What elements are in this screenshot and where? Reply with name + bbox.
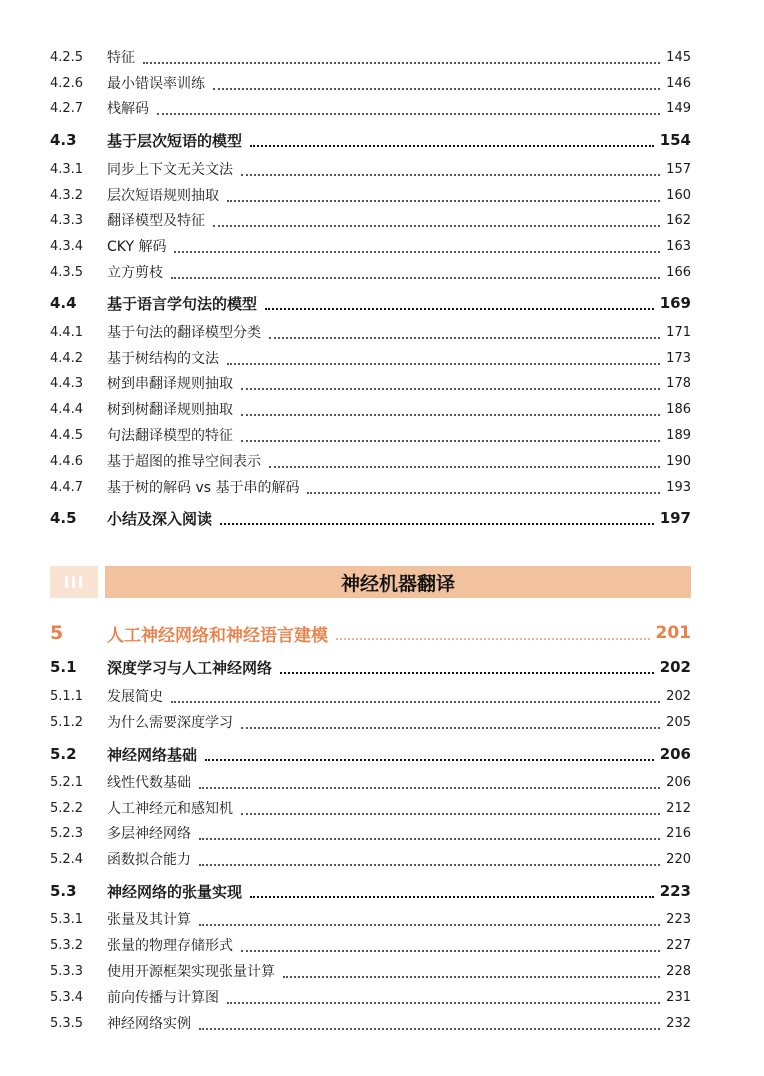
dot-leader <box>269 465 660 468</box>
toc-entry-page[interactable]: 206 <box>666 774 691 790</box>
dot-leader <box>241 949 660 952</box>
dot-leader <box>199 837 660 840</box>
toc-entry-number: 4.4.5 <box>50 427 84 443</box>
toc-entry-number: 5.3.5 <box>50 1015 84 1031</box>
dot-leader <box>241 439 660 442</box>
dot-leader <box>265 307 654 310</box>
dot-leader <box>241 387 660 390</box>
toc-entry-page[interactable]: 160 <box>666 187 691 203</box>
toc-entry-title[interactable]: 栈解码 <box>107 101 149 117</box>
toc-entry-title[interactable]: 基于层次短语的模型 <box>107 131 243 150</box>
toc-entry-page[interactable]: 228 <box>666 963 691 979</box>
toc-entry[interactable] <box>50 398 691 420</box>
toc-entry-title[interactable]: 句法翻译模型的特征 <box>107 428 233 444</box>
toc-entry-page[interactable]: 190 <box>666 453 691 469</box>
toc-entry-page[interactable]: 166 <box>666 264 691 280</box>
toc-entry-page[interactable]: 186 <box>666 401 691 417</box>
toc-entry[interactable] <box>50 822 691 844</box>
toc-entry-page[interactable]: 157 <box>666 161 691 177</box>
dot-leader <box>336 637 650 640</box>
toc-entry-title[interactable]: 同步上下文无关文法 <box>107 162 233 178</box>
toc-entry[interactable] <box>50 507 691 529</box>
toc-entry-title[interactable]: 张量的物理存储形式 <box>107 938 233 954</box>
toc-entry-title[interactable]: 树到树翻译规则抽取 <box>107 402 233 418</box>
toc-entry[interactable] <box>50 209 691 231</box>
dot-leader <box>213 224 660 227</box>
dot-leader <box>241 173 660 176</box>
part-number-badge: III <box>50 566 98 598</box>
toc-entry-title[interactable]: 神经网络实例 <box>107 1016 191 1032</box>
toc-entry-number: 4.4.1 <box>50 324 84 340</box>
toc-entry[interactable] <box>50 960 691 982</box>
toc-entry-page[interactable]: 173 <box>666 350 691 366</box>
dot-leader <box>171 276 660 279</box>
dot-leader <box>199 923 660 926</box>
toc-entry[interactable] <box>50 261 691 283</box>
toc-entry-page[interactable]: 145 <box>666 49 691 65</box>
toc-entry-number: 5.3 <box>50 882 77 900</box>
toc-entry-title[interactable]: 基于语言学句法的模型 <box>107 294 258 313</box>
toc-entry-title[interactable]: 基于树结构的文法 <box>107 351 219 367</box>
toc-entry[interactable] <box>50 97 691 119</box>
toc-entry-title[interactable]: 基于超图的推导空间表示 <box>107 454 261 470</box>
toc-entry[interactable] <box>50 129 691 151</box>
toc-entry-title[interactable]: 神经网络的张量实现 <box>107 882 243 901</box>
toc-entry[interactable] <box>50 656 691 678</box>
toc-entry[interactable] <box>50 235 691 257</box>
toc-entry-number: 5.2.1 <box>50 774 84 790</box>
toc-entry-number: 5.2.2 <box>50 800 84 816</box>
toc-entry[interactable] <box>50 46 691 68</box>
toc-entry-number: 4.3.4 <box>50 238 84 254</box>
toc-entry-page[interactable]: 202 <box>659 658 691 676</box>
dot-leader <box>205 758 654 761</box>
toc-entry-title[interactable]: 神经网络基础 <box>107 745 198 764</box>
toc-entry-page[interactable]: 205 <box>666 714 691 730</box>
toc-entry-number: 4.4.2 <box>50 350 84 366</box>
toc-entry-number: 4.4.3 <box>50 375 84 391</box>
toc-entry[interactable] <box>50 711 691 733</box>
toc-entry-page[interactable]: 216 <box>666 825 691 841</box>
toc-entry-title[interactable]: 基于树的解码 vs 基于串的解码 <box>107 480 300 496</box>
toc-entry-title[interactable]: 特征 <box>107 50 135 66</box>
toc-entry-page[interactable]: 220 <box>666 851 691 867</box>
toc-entry-page[interactable]: 197 <box>659 509 691 527</box>
dot-leader <box>241 726 660 729</box>
toc-entry[interactable] <box>50 72 691 94</box>
toc-entry-page[interactable]: 212 <box>666 800 691 816</box>
dot-leader <box>199 786 660 789</box>
toc-entry-title[interactable]: 树到串翻译规则抽取 <box>107 376 233 392</box>
toc-entry[interactable] <box>50 372 691 394</box>
dot-leader <box>157 112 660 115</box>
toc-entry-page[interactable]: 171 <box>666 324 691 340</box>
part-title-banner[interactable]: 神经机器翻译 <box>105 566 691 598</box>
toc-entry[interactable] <box>50 1012 691 1034</box>
toc-entry-number: 4.4.4 <box>50 401 84 417</box>
toc-entry[interactable] <box>50 848 691 870</box>
dot-leader <box>199 1027 660 1030</box>
toc-entry-number: 4.2.7 <box>50 100 84 116</box>
toc-entry[interactable] <box>50 934 691 956</box>
toc-entry-page[interactable]: 189 <box>666 427 691 443</box>
dot-leader <box>143 61 660 64</box>
dot-leader <box>174 250 660 253</box>
toc-entry-number: 5.3.4 <box>50 989 84 1005</box>
toc-entry-title[interactable]: 翻译模型及特征 <box>107 213 205 229</box>
toc-entry[interactable] <box>50 321 691 343</box>
toc-entry-page[interactable]: 193 <box>666 479 691 495</box>
toc-entry[interactable] <box>50 622 691 644</box>
toc-entry[interactable] <box>50 292 691 314</box>
toc-entry[interactable] <box>50 476 691 498</box>
toc-entry[interactable] <box>50 158 691 180</box>
toc-entry-page[interactable]: 163 <box>666 238 691 254</box>
dot-leader <box>227 1001 660 1004</box>
toc-entry-number: 4.3.2 <box>50 187 84 203</box>
toc-entry-title[interactable]: 深度学习与人工神经网络 <box>107 658 273 677</box>
toc-entry-title[interactable]: 线性代数基础 <box>107 775 191 791</box>
toc-entry-title[interactable]: 使用开源框架实现张量计算 <box>107 964 275 980</box>
toc-entry[interactable] <box>50 184 691 206</box>
toc-entry-title[interactable]: 基于句法的翻译模型分类 <box>107 325 261 341</box>
toc-entry-title[interactable]: 函数拟合能力 <box>107 852 191 868</box>
toc-entry[interactable] <box>50 685 691 707</box>
toc-entry-number: 4.2.6 <box>50 75 84 91</box>
toc-entry-number: 4.3.3 <box>50 212 84 228</box>
toc-entry-page[interactable]: 146 <box>666 75 691 91</box>
toc-entry-number: 4.4.6 <box>50 453 84 469</box>
toc-entry-page[interactable]: 232 <box>666 1015 691 1031</box>
toc-entry-title[interactable]: CKY 解码 <box>107 239 167 255</box>
toc-entry-number: 5.1.2 <box>50 714 84 730</box>
toc-entry-page[interactable]: 206 <box>659 745 691 763</box>
toc-entry[interactable] <box>50 771 691 793</box>
toc-entry-title[interactable]: 层次短语规则抽取 <box>107 188 219 204</box>
toc-entry-number: 5 <box>50 622 64 644</box>
toc-entry-page[interactable]: 202 <box>666 688 691 704</box>
toc-entry[interactable] <box>50 908 691 930</box>
dot-leader <box>241 413 660 416</box>
toc-entry[interactable] <box>50 797 691 819</box>
dot-leader <box>220 522 654 525</box>
toc-entry-title[interactable]: 人工神经元和感知机 <box>107 801 233 817</box>
dot-leader <box>250 895 654 898</box>
toc-entry[interactable] <box>50 986 691 1008</box>
toc-entry-number: 5.2.4 <box>50 851 84 867</box>
dot-leader <box>241 812 660 815</box>
toc-entry-number: 4.3 <box>50 131 77 149</box>
toc-entry-page[interactable]: 178 <box>666 375 691 391</box>
toc-entry-number: 5.2.3 <box>50 825 84 841</box>
toc-entry-page[interactable]: 154 <box>659 131 691 149</box>
toc-entry-title[interactable]: 人工神经网络和神经语言建模 <box>107 625 328 646</box>
toc-entry-number: 5.1 <box>50 658 77 676</box>
toc-entry-number: 5.3.3 <box>50 963 84 979</box>
dot-leader <box>199 863 660 866</box>
toc-entry-number: 4.3.5 <box>50 264 84 280</box>
toc-entry-page[interactable]: 149 <box>666 100 691 116</box>
toc-entry[interactable] <box>50 347 691 369</box>
toc-entry[interactable] <box>50 880 691 902</box>
toc-entry-number: 5.1.1 <box>50 688 84 704</box>
dot-leader <box>171 700 660 703</box>
toc-entry[interactable] <box>50 743 691 765</box>
toc-entry-title[interactable]: 立方剪枝 <box>107 265 163 281</box>
toc-entry-number: 4.5 <box>50 509 77 527</box>
dot-leader <box>269 336 660 339</box>
toc-entry-title[interactable]: 为什么需要深度学习 <box>107 715 233 731</box>
dot-leader <box>227 362 660 365</box>
dot-leader <box>283 975 660 978</box>
toc-entry-page[interactable]: 169 <box>659 294 691 312</box>
toc-entry-page[interactable]: 231 <box>666 989 691 1005</box>
toc-entry-title[interactable]: 小结及深入阅读 <box>107 509 213 528</box>
toc-entry-title[interactable]: 发展简史 <box>107 689 163 705</box>
toc-entry-number: 5.3.1 <box>50 911 84 927</box>
dot-leader <box>280 671 654 674</box>
toc-entry-page[interactable]: 223 <box>659 882 691 900</box>
toc-entry-number: 5.3.2 <box>50 937 84 953</box>
toc-entry[interactable] <box>50 450 691 472</box>
toc-entry-title[interactable]: 多层神经网络 <box>107 826 191 842</box>
toc-entry-number: 4.3.1 <box>50 161 84 177</box>
toc-entry-number: 5.2 <box>50 745 77 763</box>
toc-entry-title[interactable]: 最小错误率训练 <box>107 76 205 92</box>
dot-leader <box>250 144 654 147</box>
toc-entry-page[interactable]: 201 <box>655 623 691 643</box>
toc-entry-page[interactable]: 223 <box>666 911 691 927</box>
toc-entry-page[interactable]: 162 <box>666 212 691 228</box>
toc-entry[interactable] <box>50 424 691 446</box>
toc-entry-title[interactable]: 前向传播与计算图 <box>107 990 219 1006</box>
toc-entry-title[interactable]: 张量及其计算 <box>107 912 191 928</box>
toc-entry-number: 4.4.7 <box>50 479 84 495</box>
toc-entry-number: 4.4 <box>50 294 77 312</box>
toc-entry-number: 4.2.5 <box>50 49 84 65</box>
dot-leader <box>227 199 660 202</box>
toc-entry-page[interactable]: 227 <box>666 937 691 953</box>
dot-leader <box>307 491 660 494</box>
dot-leader <box>213 87 660 90</box>
